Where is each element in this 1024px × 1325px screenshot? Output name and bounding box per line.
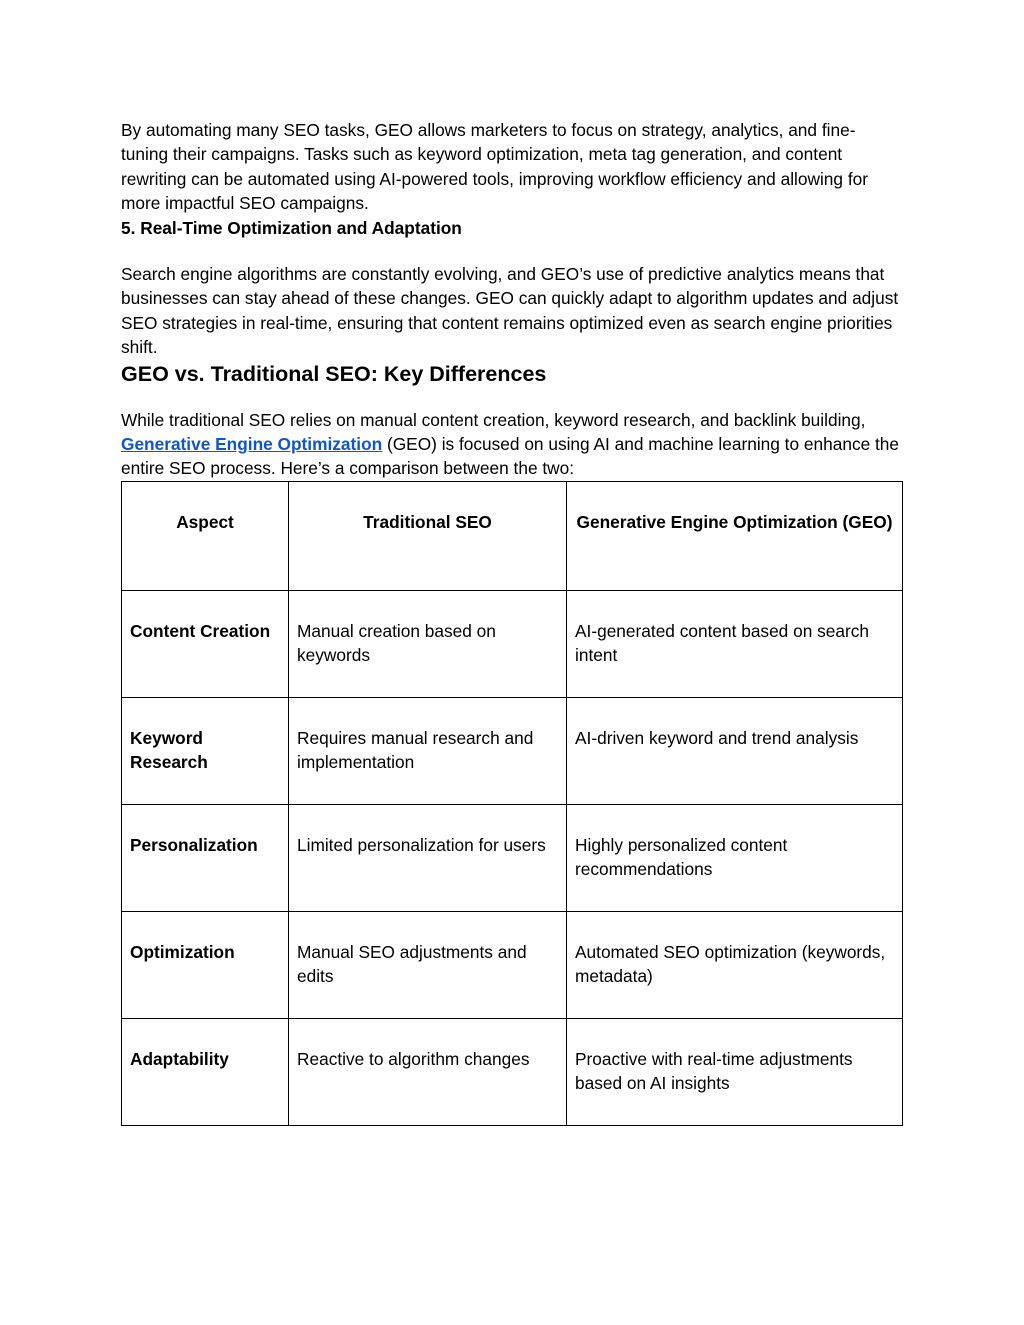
table-row	[122, 697, 903, 804]
comparison-paragraph	[121, 408, 902, 481]
comparison-text-before: While traditional SEO relies on manual content creation, keyword research, and backlink building,	[121, 409, 866, 430]
row-traditional: Manual creation based on keywords	[289, 590, 567, 697]
intro-paragraph: By automating many SEO tasks, GEO allows marketers to focus on strategy, analytics, and fine-tuning their campaigns. Tasks such as keyword optimization, meta tag generation, and content rewriting can be automated using AI-powered tools, improving workflow efficiency and allowing for more impactful SEO campaigns.	[121, 120, 868, 214]
row-aspect: Keyword Research	[122, 697, 289, 804]
realtime-paragraph: Search engine algorithms are constantly evolving, and GEO’s use of predictive analytics means that businesses can stay ahead of these changes. GEO can quickly adapt to algorithm updates and adjust SEO strategies in real-time, ensuring that content remains optimized even as search engine priorities shift.	[121, 264, 899, 358]
realtime-subheading: 5. Real-Time Optimization and Adaptation	[121, 217, 462, 238]
header-geo: Generative Engine Optimization (GEO)	[567, 481, 903, 590]
row-traditional: Manual SEO adjustments and edits	[289, 911, 567, 1018]
row-aspect: Content Creation	[122, 590, 289, 697]
row-geo: Automated SEO optimization (keywords, metadata)	[567, 911, 903, 1018]
table-row	[122, 804, 903, 911]
table-row	[122, 911, 903, 1018]
comparison-table	[121, 481, 903, 1126]
row-geo: Highly personalized content recommendations	[567, 804, 903, 911]
table-row	[122, 590, 903, 697]
header-aspect: Aspect	[122, 481, 289, 590]
row-traditional: Reactive to algorithm changes	[289, 1018, 567, 1125]
table-row	[122, 1018, 903, 1125]
row-aspect: Optimization	[122, 911, 289, 1018]
table-header-row	[122, 481, 903, 590]
row-traditional: Limited personalization for users	[289, 804, 567, 911]
comparison-text-after: (GEO) is focused on using AI and machine learning to enhance the entire SEO process. Here’s a comparison between the two:	[121, 434, 900, 479]
geo-link[interactable]: Generative Engine Optimization	[121, 434, 383, 455]
row-aspect: Adaptability	[122, 1018, 289, 1125]
row-geo: Proactive with real-time adjustments based on AI insights	[567, 1018, 903, 1125]
document-page	[121, 118, 902, 1126]
row-traditional: Requires manual research and implementation	[289, 697, 567, 804]
row-geo: AI-generated content based on search intent	[567, 590, 903, 697]
header-traditional-seo: Traditional SEO	[289, 481, 567, 590]
section-heading: GEO vs. Traditional SEO: Key Differences	[121, 361, 547, 386]
row-geo: AI-driven keyword and trend analysis	[567, 697, 903, 804]
row-aspect: Personalization	[122, 804, 289, 911]
